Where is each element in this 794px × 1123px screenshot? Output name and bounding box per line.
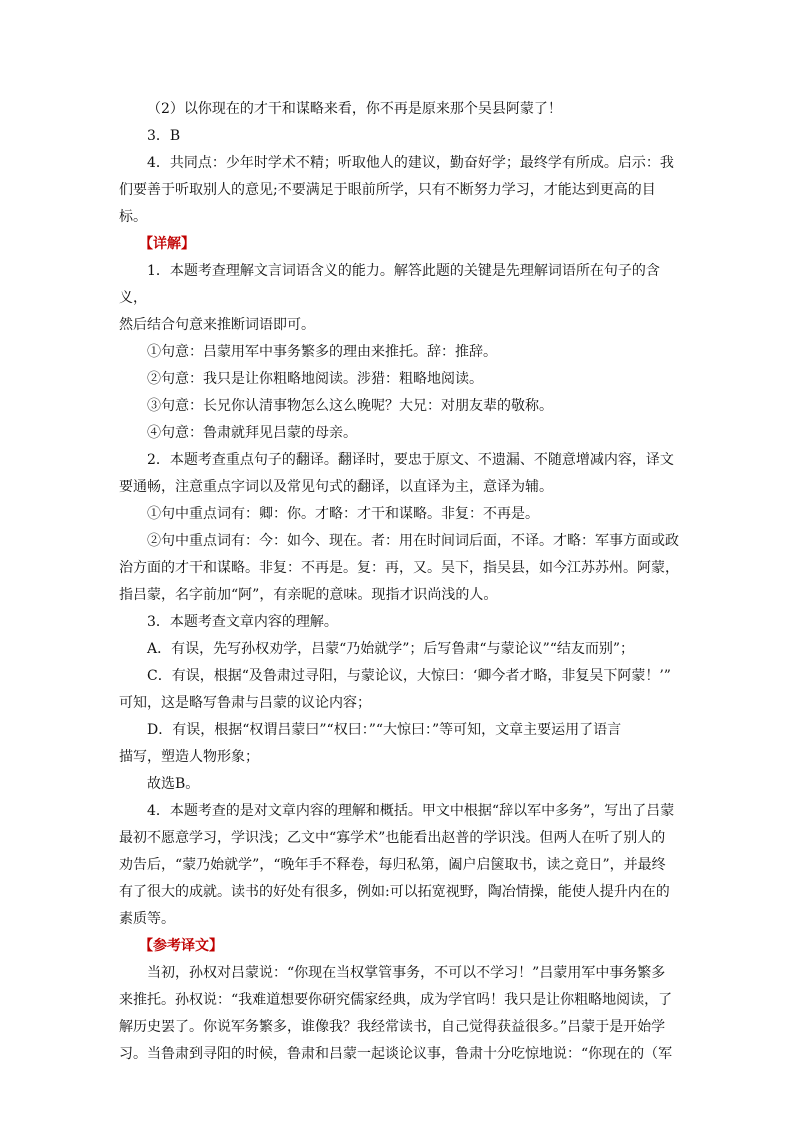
- detail-line: C．有误，根据“及鲁肃过寻阳，与蒙论议，大惊曰：‘卿今者才略，非复吴下阿蒙！’”: [147, 668, 671, 684]
- section-heading-detail: 【详解】: [139, 236, 195, 252]
- translation-line: 解历史罢了。你说军务繁多，谁像我？我经常读书，自己觉得获益很多。”吕蒙于是开始学: [119, 1019, 666, 1035]
- detail-line: 指吕蒙，名字前加“阿”，有亲昵的意味。现指才识尚浅的人。: [119, 587, 498, 603]
- detail-line: 有了很大的成就。读书的好处有很多，例如:可以拓宽视野，陶冶情操，能使人提升内在的: [119, 884, 670, 900]
- translation-line: 来推托。孙权说：“我难道想要你研究儒家经典，成为学官吗！我只是让你粗略地阅读，了: [119, 992, 673, 1008]
- translation-line: 当初，孙权对吕蒙说：“你现在当权掌管事务，不可以不学习！”吕蒙用军中事务繁多: [147, 965, 666, 981]
- detail-line: D．有误，根据“权谓吕蒙曰”“权曰：”“大惊曰：”等可知，文章主要运用了语言: [147, 722, 622, 738]
- detail-line: 4．本题考查的是对文章内容的理解和概括。甲文中根据“辞以军中多务”，写出了吕蒙: [147, 803, 675, 819]
- section-heading-translation: 【参考译文】: [139, 938, 223, 954]
- answer-line: 4．共同点：少年时学术不精；听取他人的建议，勤奋好学；最终学有所成。启示：我: [147, 155, 674, 171]
- detail-line: 然后结合句意来推断词语即可。: [119, 317, 315, 333]
- translation-line: 习。当鲁肃到寻阳的时候，鲁肃和吕蒙一起谈论议事，鲁肃十分吃惊地说：“你现在的（军: [119, 1046, 673, 1062]
- detail-line: A．有误，先写孙权劝学，吕蒙“乃始就学”；后写鲁肃“与蒙论议”“结友而别”；: [147, 641, 635, 657]
- document-page: [119, 96, 679, 1068]
- detail-line: 描写，塑造人物形象；: [119, 749, 259, 765]
- detail-line: 素质等。: [119, 911, 175, 927]
- detail-line: 最初不愿意学习，学识浅；乙文中“寡学术”也能看出赵普的学识浅。但两人在听了别人的: [119, 830, 666, 846]
- detail-line: ①句中重点词有：卿：你。才略：才干和谋略。非复：不再是。: [147, 506, 539, 522]
- answer-line: （2）以你现在的才干和谋略来看，你不再是原来那个吴县阿蒙了！: [147, 101, 562, 117]
- detail-line: ④句意：鲁肃就拜见吕蒙的母亲。: [147, 425, 357, 441]
- detail-line: 要通畅，注意重点字词以及常见句式的翻译，以直译为主，意译为辅。: [119, 479, 553, 495]
- detail-line: ③句意：长兄你认清事物怎么这么晚呢？大兄：对朋友辈的敬称。: [147, 398, 553, 414]
- detail-line: 1．本题考查理解文言词语含义的能力。解答此题的关键是先理解词语所在句子的含义，: [119, 263, 660, 306]
- detail-line: ①句意：吕蒙用军中事务繁多的理由来推托。辞：推辞。: [147, 344, 497, 360]
- detail-line: 3．本题考查文章内容的理解。: [147, 614, 338, 630]
- detail-line: 可知，这是略写鲁肃与吕蒙的议论内容；: [119, 695, 371, 711]
- detail-line: 故选B。: [147, 776, 200, 792]
- detail-line: ②句中重点词有：今：如今、现在。者：用在时间词后面，不译。才略：军事方面或政: [147, 533, 679, 549]
- detail-line: 劝告后，“蒙乃始就学”，“晚年手不释卷，每归私第，阖户启箧取书，读之竟日”，并最终: [119, 857, 666, 873]
- detail-line: 治方面的才干和谋略。非复：不再是。复：再，又。吴下，指吴县，如今江苏苏州。阿蒙，: [119, 560, 679, 576]
- answer-line: 们要善于听取别人的意见;不要满足于眼前所学，只有不断努力学习，才能达到更高的目标。: [119, 182, 656, 225]
- detail-line: ②句意：我只是让你粗略地阅读。涉猎：粗略地阅读。: [147, 371, 483, 387]
- answer-line: 3．B: [147, 128, 181, 144]
- detail-line: 2．本题考查重点句子的翻译。翻译时，要忠于原文、不遗漏、不随意增减内容，译文: [147, 452, 674, 468]
